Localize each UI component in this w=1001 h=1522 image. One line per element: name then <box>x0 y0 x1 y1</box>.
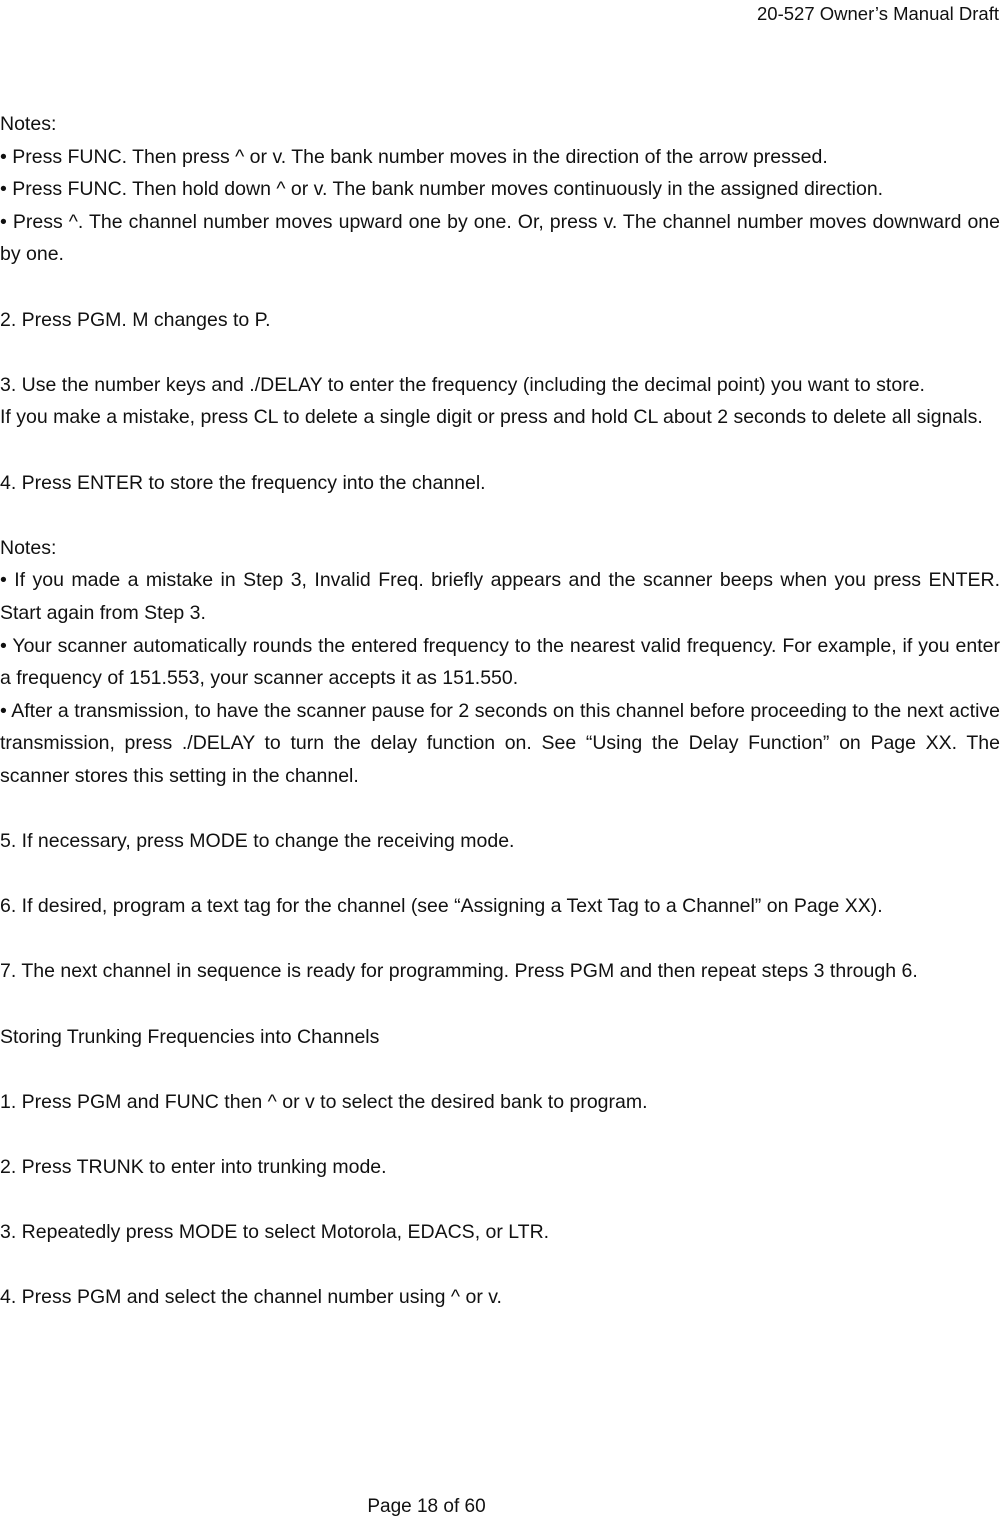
trunk-step-3: 3. Repeatedly press MODE to select Motorola, EDACS, or LTR. <box>0 1221 550 1244</box>
paragraph-spacer <box>0 1249 1000 1282</box>
step-7: 7. The next channel in sequence is ready for programming. Press PGM and then repeat steps 3 through 6. <box>0 960 918 983</box>
note-bullet: • Press FUNC. Then hold down ^ or v. The bank number moves continuously in the assigned direction. <box>0 178 884 201</box>
trunk-step-2: 2. Press TRUNK to enter into trunking mode. <box>0 1156 387 1178</box>
note-bullet: • Your scanner automatically rounds the entered frequency to the nearest valid frequency. For example, if you enter a frequency of 151.553, your scanner accepts it as 151.550. <box>0 634 1000 690</box>
paragraph-spacer <box>0 792 1000 825</box>
section-heading: Storing Trunking Frequencies into Channels <box>0 1025 380 1048</box>
paragraph-spacer <box>0 858 1000 891</box>
note-bullet: • Press ^. The channel number moves upward one by one. Or, press v. The channel number moves downward one by one. <box>0 210 1000 266</box>
step-5: 5. If necessary, press MODE to change the receiving mode. <box>0 830 515 853</box>
page-footer <box>0 1494 1001 1520</box>
note-bullet: • If you made a mistake in Step 3, Invalid Freq. briefly appears and the scanner beeps when you press ENTER. Start again from Step 3. <box>0 569 1000 624</box>
page-body <box>0 108 1000 1314</box>
paragraph-spacer <box>0 1184 1000 1217</box>
notes-heading: Notes: <box>0 536 57 559</box>
step-4: 4. Press ENTER to store the frequency into the channel. <box>0 471 486 494</box>
paragraph-spacer <box>0 923 1000 956</box>
document-header <box>757 2 999 26</box>
paragraph-spacer <box>0 271 1000 304</box>
paragraph-spacer <box>0 1053 1000 1086</box>
paragraph-spacer <box>0 1118 1000 1151</box>
step-2: 2. Press PGM. M changes to P. <box>0 308 271 331</box>
manual-title: 20-527 Owner’s Manual Draft <box>757 3 999 24</box>
trunk-step-1: 1. Press PGM and FUNC then ^ or v to select the desired bank to program. <box>0 1090 648 1113</box>
paragraph-spacer <box>0 336 1000 369</box>
paragraph-spacer <box>0 434 1000 467</box>
paragraph-spacer <box>0 499 1000 532</box>
trunk-step-4: 4. Press PGM and select the channel number using ^ or v. <box>0 1286 502 1309</box>
note-bullet: • After a transmission, to have the scanner pause for 2 seconds on this channel before proceeding to the next active transmission, press ./DELAY to turn the delay function on. See “Using the Delay Function” on Page XX. The scanner stores this setting in the channel. <box>0 699 1000 787</box>
page-number: Page 18 of 60 <box>367 1496 486 1517</box>
step-3: 3. Use the number keys and ./DELAY to enter the frequency (including the decimal point) you want to store. <box>0 373 925 396</box>
notes-heading: Notes: <box>0 113 57 135</box>
step-6: 6. If desired, program a text tag for the channel (see “Assigning a Text Tag to a Channel” on Page XX). <box>0 895 883 918</box>
step-3-mistake-note: If you make a mistake, press CL to delete a single digit or press and hold CL about 2 seconds to delete all signals. <box>0 406 983 429</box>
paragraph-spacer <box>0 988 1000 1021</box>
note-bullet: • Press FUNC. Then press ^ or v. The bank number moves in the direction of the arrow pressed. <box>0 145 828 168</box>
